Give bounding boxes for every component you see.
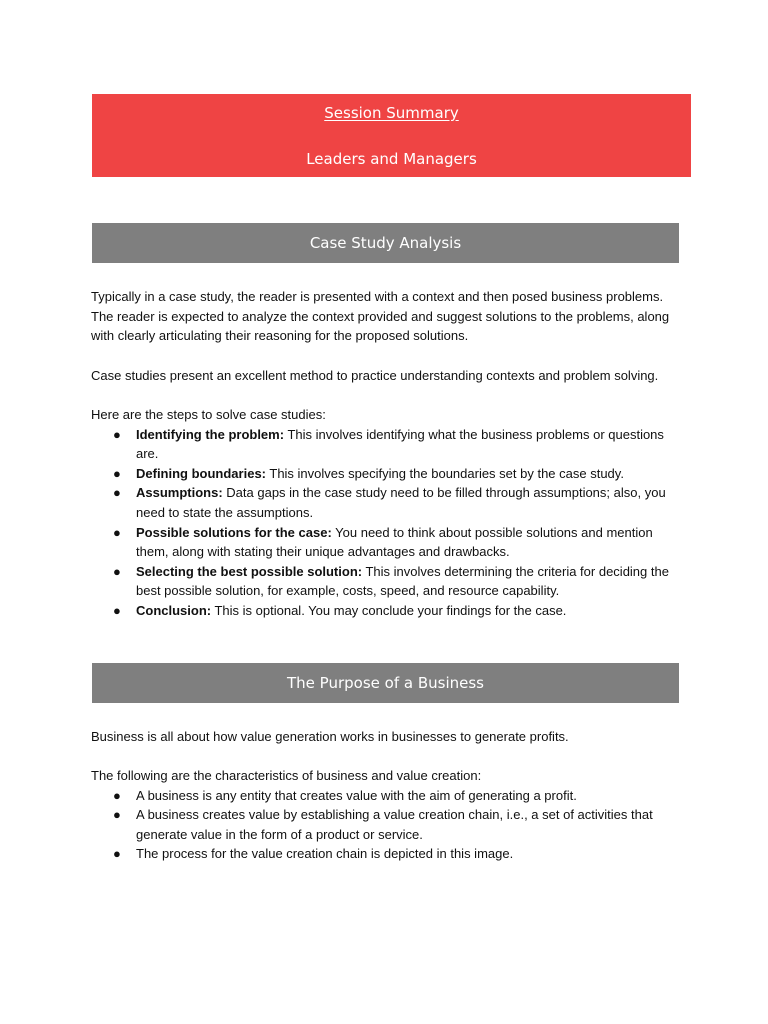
- list-item: [91, 601, 686, 621]
- bullet-icon: ●: [113, 485, 121, 501]
- bullet-icon: ●: [113, 426, 121, 442]
- step-term: Possible solutions for the case:: [136, 524, 332, 540]
- purpose-intro: Business is all about how value generation works in businesses to generate profits.: [91, 729, 569, 744]
- step-term: Assumptions:: [136, 485, 223, 501]
- bullet-icon: ●: [113, 787, 121, 803]
- step-term: Defining boundaries:: [136, 465, 266, 481]
- bullet-icon: ●: [113, 602, 121, 618]
- list-item: [91, 523, 686, 562]
- case-study-intro: Typically in a case study, the reader is presented with a context and then posed business problems. The reader is expected to analyze the context provided and suggest solutions to the problems, along with clearly articulating their reasoning for the proposed solutions.: [91, 289, 670, 344]
- steps-list: [91, 425, 686, 621]
- step-text: This is optional. You may conclude your findings for the case.: [211, 602, 567, 618]
- section-heading-case-study: Case Study Analysis: [92, 223, 679, 263]
- section-heading-purpose: The Purpose of a Business: [92, 663, 679, 703]
- session-summary-title: Session Summary: [324, 104, 459, 122]
- characteristics-list: [91, 786, 686, 864]
- step-text: Data gaps in the case study need to be filled through assumptions; also, you need to state the assumptions.: [136, 485, 666, 520]
- bullet-icon: ●: [113, 563, 121, 579]
- list-item: [91, 425, 686, 464]
- bullet-icon: ●: [113, 807, 121, 823]
- steps-intro: Here are the steps to solve case studies:: [91, 407, 326, 422]
- list-item: [91, 786, 686, 806]
- session-summary-banner: [92, 94, 691, 177]
- bullet-icon: ●: [113, 524, 121, 540]
- list-item: [91, 805, 686, 844]
- list-item: [91, 483, 686, 522]
- characteristic-text: A business is any entity that creates value with the aim of generating a profit.: [136, 787, 577, 803]
- step-term: Conclusion:: [136, 602, 212, 618]
- case-study-para: Case studies present an excellent method to practice understanding contexts and problem solving.: [91, 368, 659, 383]
- list-item: [91, 464, 686, 484]
- list-item: [91, 844, 686, 864]
- step-text: You need to think about possible solutions and mention them, along with stating their unique advantages and drawbacks.: [136, 524, 653, 560]
- steps-block: [91, 405, 686, 621]
- session-subtitle: Leaders and Managers: [306, 150, 477, 168]
- step-text: This involves identifying what the business problems or questions are.: [136, 426, 664, 462]
- step-term: Identifying the problem:: [136, 426, 285, 442]
- step-term: Selecting the best possible solution:: [136, 563, 363, 579]
- bullet-icon: ●: [113, 465, 121, 481]
- list-item: [91, 562, 686, 601]
- characteristic-text: A business creates value by establishing a value creation chain, i.e., a set of activities that generate value in the form of a product or service.: [136, 807, 653, 842]
- step-text: This involves determining the criteria for deciding the best possible solution, for example, costs, speed, and resource capability.: [136, 563, 669, 599]
- step-text: This involves specifying the boundaries set by the case study.: [266, 465, 624, 481]
- characteristics-intro: The following are the characteristics of business and value creation:: [91, 768, 482, 783]
- characteristic-text: The process for the value creation chain is depicted in this image.: [136, 846, 514, 862]
- characteristics-block: [91, 766, 686, 864]
- bullet-icon: ●: [113, 846, 121, 862]
